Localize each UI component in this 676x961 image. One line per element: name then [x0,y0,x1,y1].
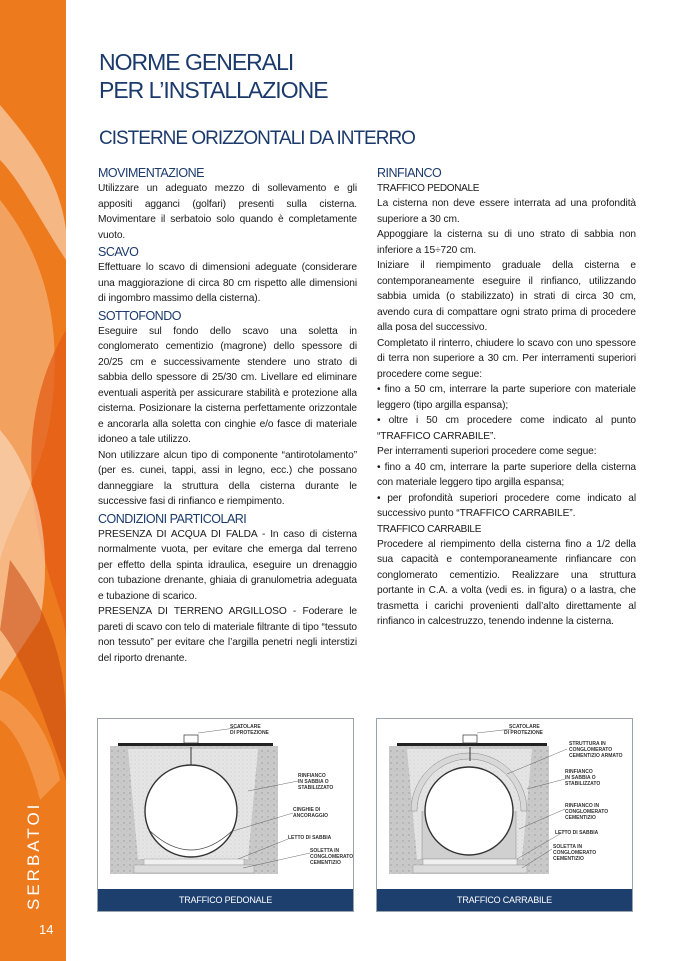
paragraph: Per interramenti superiori procedere come segue: [377,446,597,457]
section-label: SERBATOI [24,801,43,910]
paragraph: Appoggiare la cisterna su di uno strato di sabbia non inferiore a 15÷720 cm. [377,229,636,256]
label-scatolare-line-1: SCATOLARE [509,724,540,730]
label-soletta-line-2: CONGLOMERATO [310,854,353,860]
heading-condizioni: CONDIZIONI PARTICOLARI [98,511,247,526]
figure-caption: TRAFFICO CARRABILE [377,889,632,911]
page-title [99,48,328,104]
label-struttura-line-1: STRUTTURA IN [569,741,606,747]
label-rinfianco-line-3: STABILIZZATO [565,781,601,787]
bullet-item: • fino a 40 cm, interrare la parte superiore della cisterna con materiale leggero tipo argilla espansa; [377,461,636,488]
paragraph: Iniziare il riempimento graduale della cisterna e contemporaneamente eseguire il rinfianco, utilizzando sabbia umida (o stabilizzato) in strati di circa 30 cm, avendo cura di compattare ogni strato prima di procedere alla posa del successivo. [377,260,636,333]
label-cinghie-line-1: CINGHIE DI [293,807,321,813]
paragraph: Non utilizzare alcun tipo di componente “antirotolamento” (per es. cunei, tappi, assi in legno, ecc.) che possano danneggiare la struttura della cisterna durante le successive fasi di rinfianco e riempimento. [98,449,357,507]
right-column [377,164,636,630]
label-rinfianco-cls-line-2: CONGLOMERATO [565,809,609,815]
bullet-item: • per profondità superiori procedere come indicato al successivo punto “TRAFFICO CARRABILE”. [377,492,636,519]
label-rinfianco-line-1: RINFIANCO [565,769,593,775]
heading-rinfianco: RINFIANCO [377,166,442,180]
label-soletta-line-1: SOLETTA IN [310,848,340,854]
bullet-item: • oltre i 50 cm procedere come indicato al punto “TRAFFICO CARRABILE”. [377,415,636,442]
paragraph: PRESENZA DI ACQUA DI FALDA - In caso di cisterna normalmente vuota, per evitare che emerga dal terreno per effetto della spinta idraulica, eseguire un drenaggio con tubazione drenante, ghiaia di granulometria adeguata e tubazione di scarico. [98,528,357,602]
label-rinfianco-cls-line-1: RINFIANCO IN [565,803,600,809]
heading-scavo: SCAVO [98,245,139,259]
label-rinfianco-line-1: RINFIANCO [298,773,326,779]
paragraph: Utilizzare un adeguato mezzo di sollevamento e gli appositi agganci (golfari) presenti sulla cisterna. Movimentare il serbatoio solo quando è completamente vuoto. [98,183,357,241]
paragraph: Effettuare lo scavo di dimensioni adeguate (considerare una maggiorazione di circa 80 cm rispetto alle dimensioni di ingombro massimo della cisterna). [98,262,357,304]
page-number: 14 [39,922,54,937]
figure-traffico-pedonale [97,718,354,912]
label-letto-di-sabbia: LETTO DI SABBIA [288,835,332,841]
label-letto-di-sabbia: LETTO DI SABBIA [555,830,599,836]
subheading-traffico-pedonale: TRAFFICO PEDONALE [377,183,480,194]
label-cinghie-line-2: ANCORAGGIO [293,813,328,819]
paragraph: Procedere al riempimento della cisterna fino a 1/2 della sua capacità e contemporaneamente rinfiancare con conglomerato cementizio. Realizzare una struttura portante in C.A. a volta (vedi es. in figura) o a lastra, che trasmetta i carichi provenienti dall’alto direttamente al rinfianco in calcestruzzo, tenendo indenne la cisterna. [377,538,636,627]
label-soletta-line-1: SOLETTA IN [553,844,583,850]
label-rinfianco-line-2: IN SABBIA O [298,779,329,785]
label-rinfianco-line-3: STABILIZZATO [298,785,334,791]
subheading-traffico-carrabile: TRAFFICO CARRABILE [377,523,482,535]
label-scatolare-line-2: DI PROTEZIONE [504,730,543,736]
label-rinfianco-line-2: IN SABBIA O [565,775,596,781]
label-struttura-line-3: CEMENTIZIO ARMATO [569,753,623,759]
tank-section-diagram-carrabile [377,719,632,889]
heading-sottofondo: SOTTOFONDO [98,308,181,323]
bullet-item: • fino a 50 cm, interrare la parte superiore con materiale leggero (tipo argilla espansa); [377,384,636,411]
label-scatolare-line-2: DI PROTEZIONE [230,730,269,736]
tank-section-diagram-pedonale [98,719,353,889]
heading-movimentazione: MOVIMENTAZIONE [98,166,204,180]
page-title-line-1: NORME GENERALI [99,49,294,75]
left-column [98,164,357,666]
paragraph: La cisterna non deve essere interrata ad una profondità superiore a 30 cm. [377,198,636,225]
label-rinfianco-cls-line-3: CEMENTIZIO [565,815,596,821]
sidebar [0,0,66,961]
label-soletta-line-3: CEMENTIZIO [553,856,584,862]
paragraph: Eseguire sul fondo dello scavo una soletta in conglomerato cementizio (magrone) dello spessore di 20/25 cm e successivamente stendere uno strato di sabbia dello spessore di 25/30 cm. Livellare ed eliminare eventuali asperità per assicurare stabilità e protezione alla cisterna. Posizionare la cisterna perfettamente orizzontale e ancorarla alla soletta con cinghie e/o fasce di materiale idoneo a tale utilizzo. [98,325,357,445]
paragraph: Completato il rinterro, chiudere lo scavo con uno spessore di terra non superiore a 30 cm. Per interramenti superiori procedere come segue: [377,337,636,380]
page-title-line-2: PER L’INSTALLAZIONE [99,77,328,103]
label-soletta-line-3: CEMENTIZIO [310,860,341,866]
label-soletta-line-2: CONGLOMERATO [553,850,597,856]
figure-traffico-carrabile [376,718,633,912]
figure-caption: TRAFFICO PEDONALE [98,889,353,911]
label-scatolare-line-1: SCATOLARE [230,724,261,730]
page-subtitle: CISTERNE ORIZZONTALI DA INTERRO [99,128,415,149]
paragraph: PRESENZA DI TERRENO ARGILLOSO - Foderare le pareti di scavo con telo di materiale filtrante di tipo “tessuto non tessuto” per evitare che l’argilla penetri negli interstizi del riporto drenante. [98,606,357,664]
label-struttura-line-2: CONGLOMERATO [569,747,613,753]
